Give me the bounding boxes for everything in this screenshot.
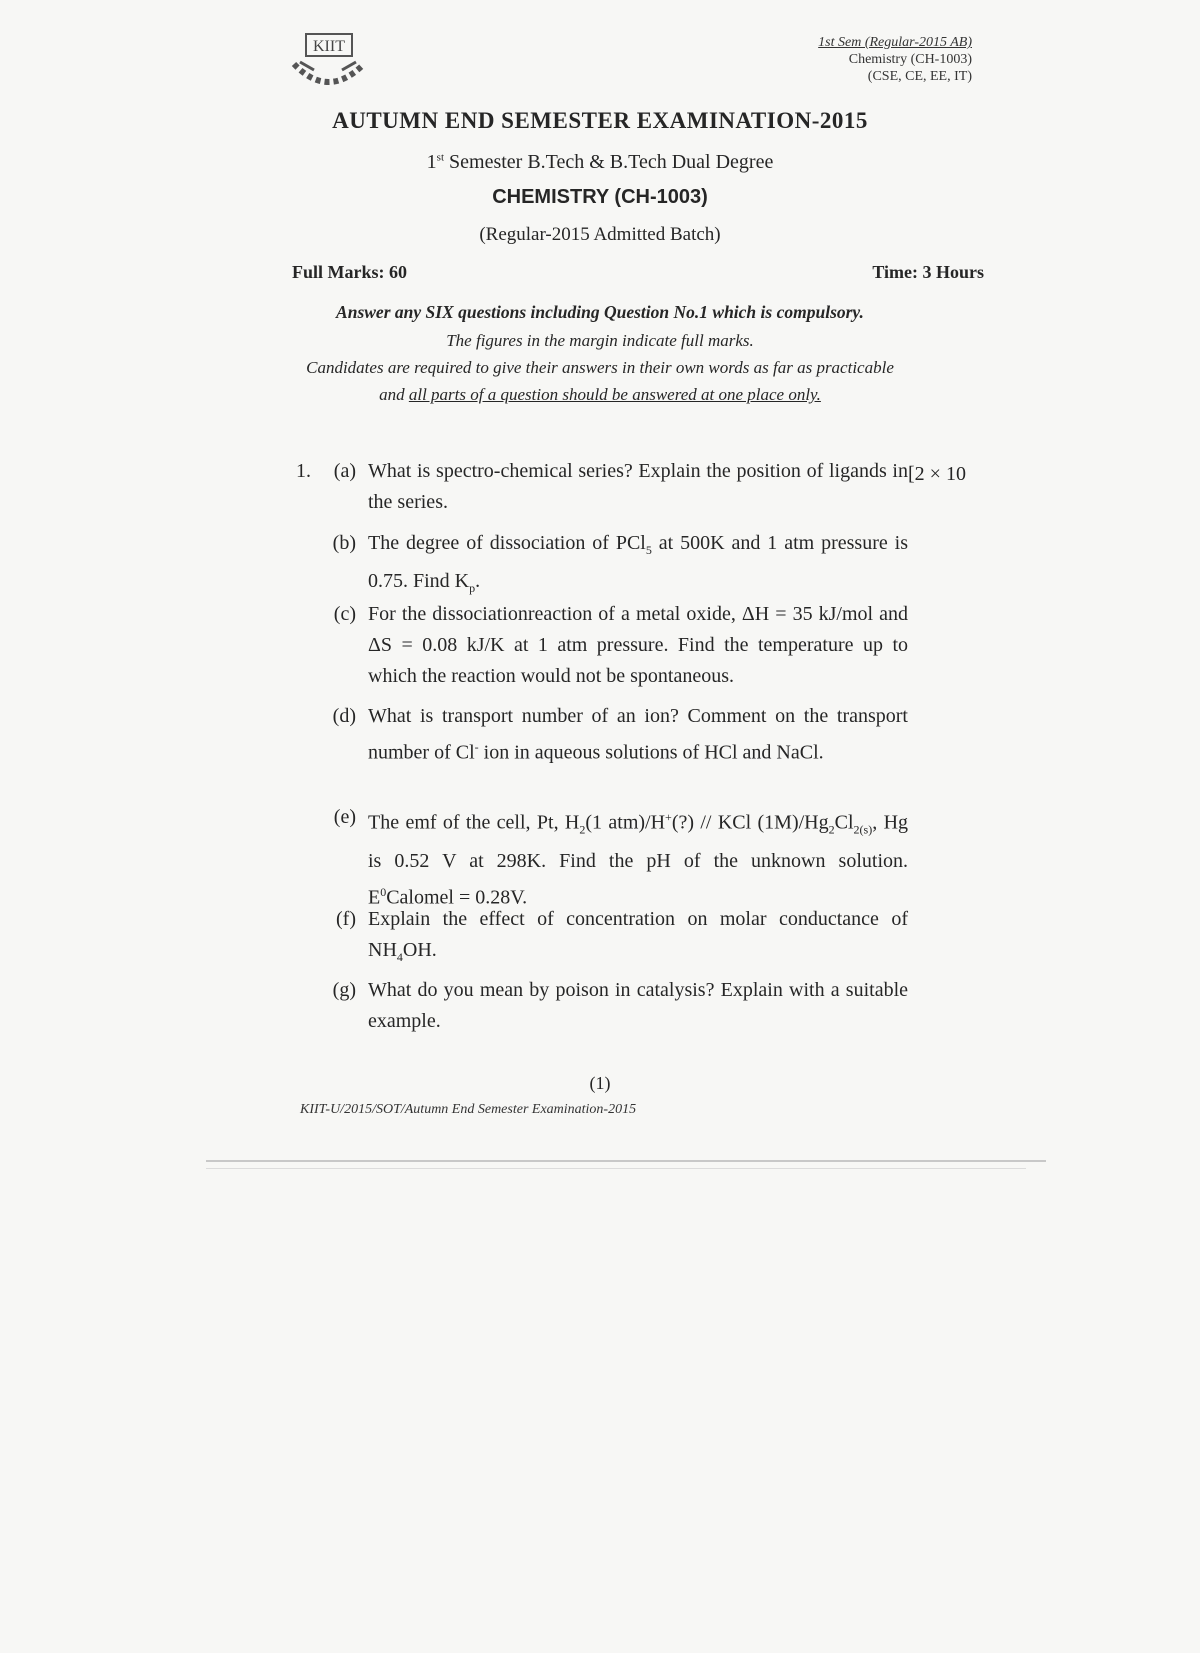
instruction-3: Candidates are required to give their answers in their own words as far as practicable: [306, 358, 894, 377]
part-g-text: What do you mean by poison in catalysis? Explain with a suitable example.: [368, 979, 908, 1032]
exam-time: Time: 3 Hours: [872, 262, 984, 282]
part-f-label: (f): [336, 908, 356, 930]
part-c-text: For the dissociationreaction of a metal oxide, ΔH = 35 kJ/mol and ΔS = 0.08 kJ/K at 1 atm pressure. Find the temperature up to which the reaction would not be spontaneous.: [368, 603, 908, 687]
instruction-2: The figures in the margin indicate full marks.: [446, 331, 754, 350]
part-b-text: The degree of dissociation of PCl$_5$ at 500K and 1 atm pressure is 0.75. Find $K_p$.: [368, 532, 908, 595]
part-e-label: (e): [333, 806, 356, 828]
kiit-logo: [286, 30, 370, 94]
part-d-text: What is transport number of an ion? Comment on the transport number of Cl- ion in aqueous solutions of HCl and NaCl.: [368, 705, 908, 764]
page-number: (1): [589, 1073, 611, 1093]
subject-title: CHEMISTRY (CH-1003): [492, 186, 708, 208]
instruction-1: Answer any SIX questions including Question No.1 which is compulsory.: [336, 302, 864, 322]
part-b-label: (b): [332, 532, 356, 554]
part-d-label: (d): [332, 705, 356, 727]
semester-code: 1st Sem (Regular-2015 AB): [818, 35, 972, 50]
part-e-text: The emf of the cell, Pt, $H_2(1$ atm)/H+(?) // KCl $(1M)/Hg_2Cl_{2(s)}$, Hg is 0.52 V at 298K. Find the pH of the unknown solution. $E^0Calomel = 0.28V$.: [368, 810, 909, 909]
subject-code: Chemistry (CH-1003): [848, 52, 972, 67]
scan-edge-line-2: [206, 1168, 1026, 1169]
part-c-label: (c): [333, 603, 356, 625]
part-a-text: What is spectro-chemical series? Explain the position of ligands in the series.: [368, 460, 908, 513]
svg-text:KIIT: KIIT: [313, 38, 345, 55]
semester-line: 1st Semester B.Tech & B.Tech Dual Degree: [426, 151, 774, 173]
scan-edge-line: [206, 1160, 1046, 1162]
batch-line: (Regular-2015 Admitted Batch): [479, 224, 721, 245]
part-g-label: (g): [332, 979, 356, 1001]
course-code-block: [692, 34, 972, 85]
question-marks: [2 × 10: [908, 463, 966, 485]
question-number: 1.: [296, 460, 311, 482]
instruction-4: and all parts of a question should be answered at one place only.: [379, 385, 821, 404]
part-a-label: (a): [333, 460, 356, 482]
exam-title: AUTUMN END SEMESTER EXAMINATION-2015: [332, 108, 868, 133]
footer-reference: KIIT-U/2015/SOT/Autumn End Semester Examination-2015: [300, 1102, 637, 1117]
part-f-text: Explain the effect of concentration on molar conductance of $NH_4OH$.: [368, 908, 908, 964]
branches: (CSE, CE, EE, IT): [867, 69, 972, 84]
full-marks: Full Marks: 60: [292, 262, 407, 282]
